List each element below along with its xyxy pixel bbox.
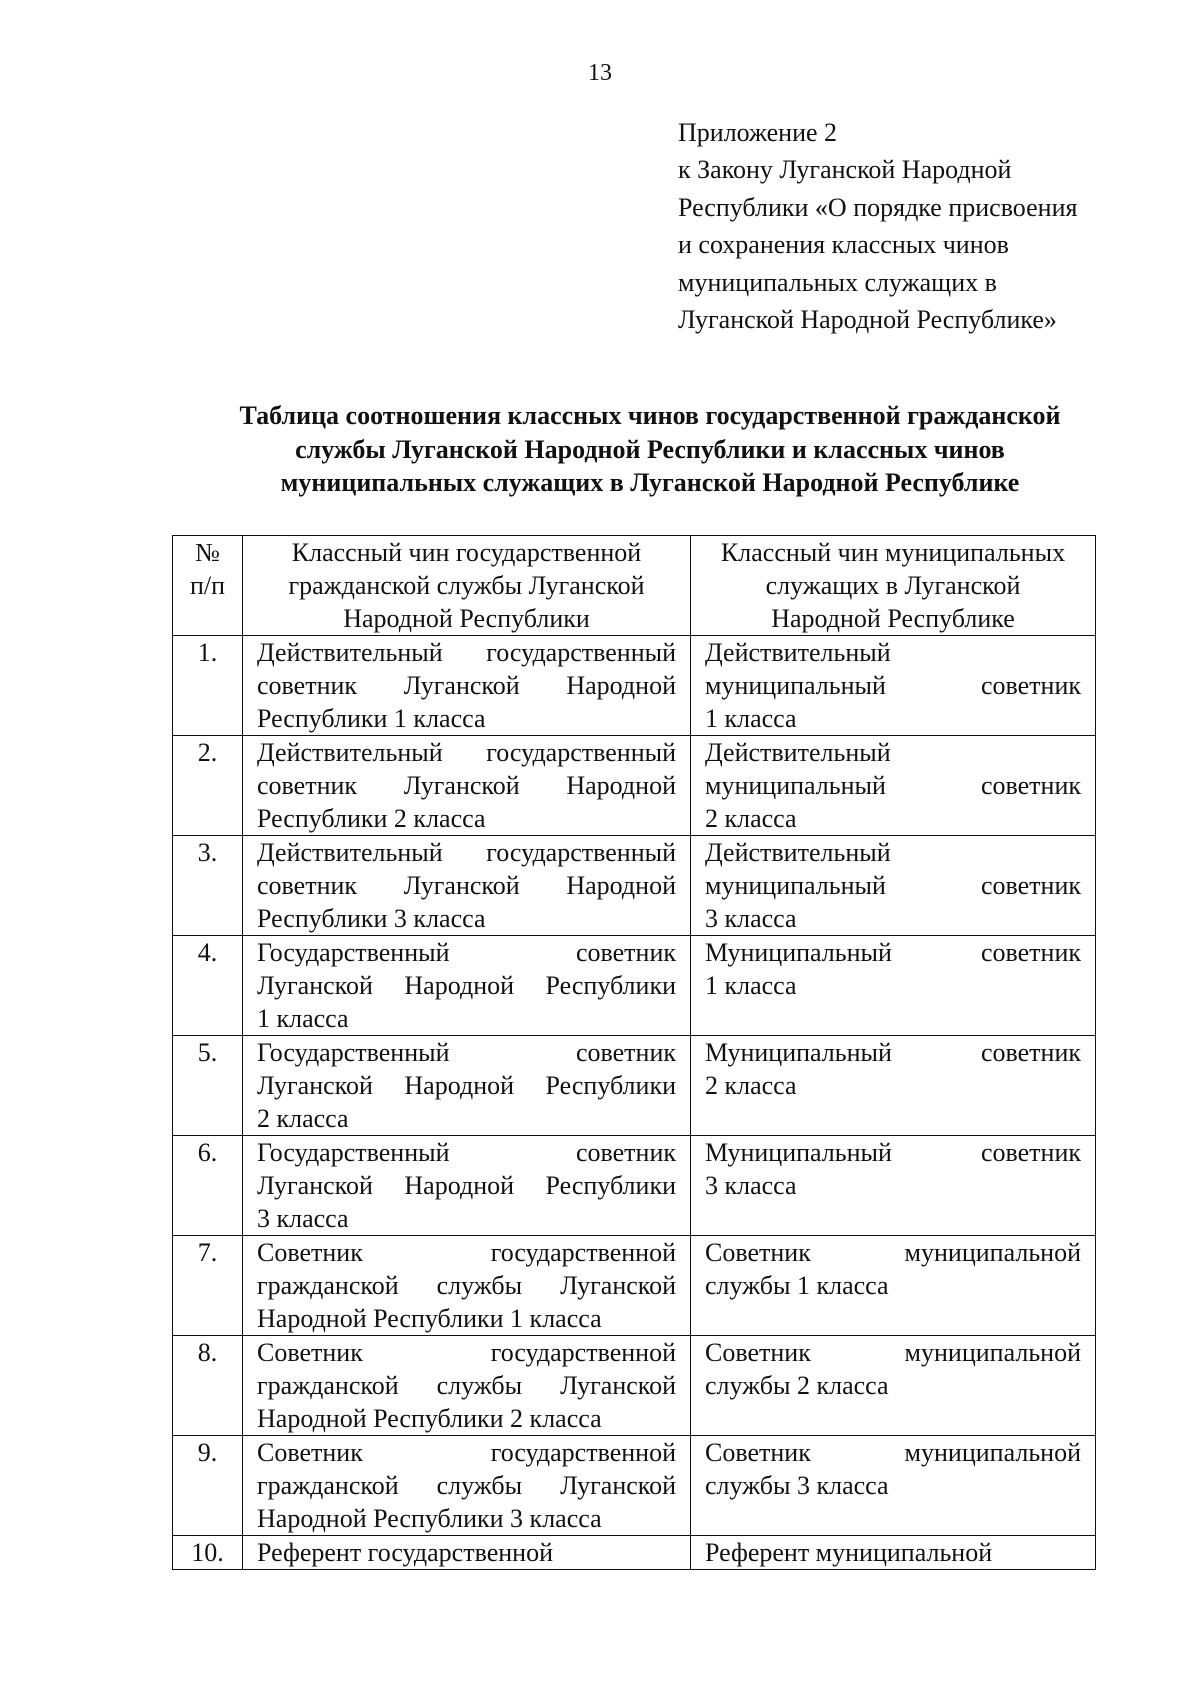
header-muni-line: Классный чин муниципальных: [720, 538, 1066, 567]
header-muni-line: Народной Республике: [771, 604, 1015, 633]
state-rank-cell: [243, 736, 691, 836]
municipal-rank-cell: [691, 1336, 1096, 1436]
state-rank-line: советник Луганской Народной: [257, 771, 676, 800]
title-line: Таблица соотношения классных чинов государственной гражданской: [239, 401, 1061, 430]
municipal-rank-line: Советник муниципальной: [705, 1438, 1081, 1467]
state-rank-line: Государственный советник: [257, 938, 676, 967]
header-number: [173, 536, 243, 636]
row-number: 9.: [173, 1436, 243, 1536]
municipal-rank-line: службы 1 класса: [705, 1271, 889, 1300]
municipal-rank-line: 1 класса: [705, 704, 797, 733]
header-state-line: Народной Республики: [343, 604, 590, 633]
rank-correspondence-table: [172, 535, 1096, 1570]
row-number: 1.: [173, 636, 243, 736]
state-rank-cell: [243, 636, 691, 736]
state-rank-line: Луганской Народной Республики: [257, 1071, 676, 1100]
state-rank-line: Действительный государственный: [257, 738, 676, 767]
municipal-rank-line: 1 класса: [705, 971, 797, 1000]
municipal-rank-line: муниципальный советник: [705, 871, 1081, 900]
municipal-rank-line: Действительный: [705, 738, 891, 767]
appendix-line: и сохранения классных чинов: [678, 230, 1009, 260]
state-rank-line: Республики 2 класса: [257, 804, 486, 833]
municipal-rank-line: Советник муниципальной: [705, 1238, 1081, 1267]
municipal-rank-line: 2 класса: [705, 804, 797, 833]
page-number: 13: [588, 60, 612, 86]
table-row: [173, 636, 1096, 736]
state-rank-line: Государственный советник: [257, 1038, 676, 1067]
appendix-line: к Закону Луганской Народной: [678, 155, 1012, 185]
state-rank-line: Действительный государственный: [257, 838, 676, 867]
state-rank-line: Советник государственной: [257, 1238, 676, 1267]
municipal-rank-line: муниципальный советник: [705, 771, 1081, 800]
appendix-line: Республики «О порядке присвоения: [678, 192, 1078, 222]
appendix-reference: [678, 114, 1178, 338]
municipal-rank-line: Советник муниципальной: [705, 1338, 1081, 1367]
state-rank-line: гражданской службы Луганской: [257, 1271, 676, 1300]
municipal-rank-line: 3 класса: [705, 1171, 797, 1200]
municipal-rank-cell: [691, 1236, 1096, 1336]
state-rank-line: Народной Республики 1 класса: [257, 1304, 602, 1333]
municipal-rank-cell: [691, 1536, 1096, 1570]
table-row: [173, 1136, 1096, 1236]
state-rank-cell: [243, 836, 691, 936]
state-rank-line: 2 класса: [257, 1104, 349, 1133]
state-rank-line: Советник государственной: [257, 1338, 676, 1367]
table-row: [173, 936, 1096, 1036]
state-rank-line: гражданской службы Луганской: [257, 1471, 676, 1500]
appendix-line: муниципальных служащих в: [678, 267, 997, 297]
table-row: [173, 736, 1096, 836]
header-state-line: Классный чин государственной: [291, 538, 642, 567]
header-number-line: №: [195, 538, 220, 567]
table-row: [173, 1536, 1096, 1570]
row-number: 4.: [173, 936, 243, 1036]
state-rank-cell: [243, 1036, 691, 1136]
municipal-rank-line: Муниципальный советник: [705, 1038, 1081, 1067]
state-rank-cell: [243, 936, 691, 1036]
header-municipal-rank: [691, 536, 1096, 636]
state-rank-cell: [243, 1536, 691, 1570]
state-rank-line: Народной Республики 3 класса: [257, 1504, 602, 1533]
state-rank-line: 1 класса: [257, 1004, 349, 1033]
state-rank-line: Луганской Народной Республики: [257, 1171, 676, 1200]
header-muni-line: служащих в Луганской: [765, 571, 1021, 600]
municipal-rank-line: 3 класса: [705, 904, 797, 933]
municipal-rank-line: муниципальный советник: [705, 671, 1081, 700]
state-rank-cell: [243, 1236, 691, 1336]
municipal-rank-line: Муниципальный советник: [705, 938, 1081, 967]
table-row: [173, 836, 1096, 936]
row-number: 3.: [173, 836, 243, 936]
state-rank-line: советник Луганской Народной: [257, 671, 676, 700]
state-rank-line: советник Луганской Народной: [257, 871, 676, 900]
table-row: [173, 1236, 1096, 1336]
municipal-rank-cell: [691, 1036, 1096, 1136]
municipal-rank-cell: [691, 636, 1096, 736]
row-number: 2.: [173, 736, 243, 836]
municipal-rank-line: 2 класса: [705, 1071, 797, 1100]
table-row: [173, 1436, 1096, 1536]
row-number: 7.: [173, 1236, 243, 1336]
state-rank-line: 3 класса: [257, 1204, 349, 1233]
state-rank-line: Действительный государственный: [257, 638, 676, 667]
municipal-rank-cell: [691, 1136, 1096, 1236]
municipal-rank-cell: [691, 936, 1096, 1036]
header-number-line: п/п: [189, 571, 226, 600]
state-rank-line: Луганской Народной Республики: [257, 971, 676, 1000]
municipal-rank-cell: [691, 1436, 1096, 1536]
municipal-rank-cell: [691, 736, 1096, 836]
state-rank-line: гражданской службы Луганской: [257, 1371, 676, 1400]
municipal-rank-line: Действительный: [705, 838, 891, 867]
header-state-rank: [243, 536, 691, 636]
row-number: 5.: [173, 1036, 243, 1136]
state-rank-line: Референт государственной: [257, 1538, 553, 1567]
row-number: 10.: [173, 1536, 243, 1570]
table-row: [173, 1036, 1096, 1136]
table-header-row: [173, 536, 1096, 636]
table-row: [173, 1336, 1096, 1436]
state-rank-line: Народной Республики 2 класса: [257, 1404, 602, 1433]
row-number: 6.: [173, 1136, 243, 1236]
header-state-line: гражданской службы Луганской: [288, 571, 645, 600]
municipal-rank-line: службы 3 класса: [705, 1471, 889, 1500]
state-rank-cell: [243, 1436, 691, 1536]
document-title: [140, 399, 1160, 500]
state-rank-line: Советник государственной: [257, 1438, 676, 1467]
appendix-line: Луганской Народной Республике»: [678, 305, 1057, 335]
municipal-rank-line: службы 2 класса: [705, 1371, 889, 1400]
municipal-rank-line: Действительный: [705, 638, 891, 667]
municipal-rank-line: Муниципальный советник: [705, 1138, 1081, 1167]
municipal-rank-cell: [691, 836, 1096, 936]
title-line: службы Луганской Народной Республики и классных чинов: [295, 434, 1005, 464]
state-rank-line: Государственный советник: [257, 1138, 676, 1167]
row-number: 8.: [173, 1336, 243, 1436]
municipal-rank-line: Референт муниципальной: [705, 1538, 993, 1567]
state-rank-line: Республики 3 класса: [257, 904, 486, 933]
state-rank-cell: [243, 1336, 691, 1436]
state-rank-line: Республики 1 класса: [257, 704, 486, 733]
title-line: муниципальных служащих в Луганской Народной Республике: [280, 468, 1020, 497]
state-rank-cell: [243, 1136, 691, 1236]
appendix-line: Приложение 2: [678, 118, 838, 147]
